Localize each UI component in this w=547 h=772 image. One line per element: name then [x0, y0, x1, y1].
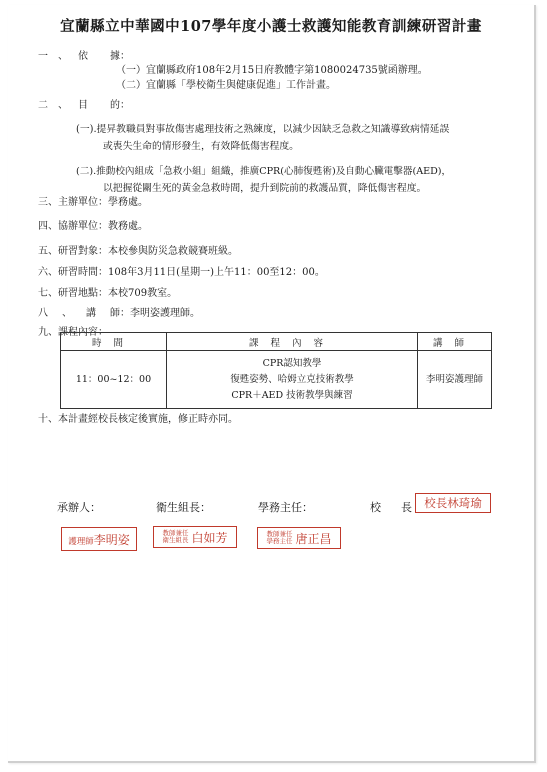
basis-item-2: （二）宜蘭縣「學校衛生與健康促進」工作計畫。 — [116, 80, 336, 91]
sig-health-label: 衛生組長： — [156, 501, 211, 514]
cell-time: 11：00~12：00 — [61, 351, 167, 409]
section-audience: 五、研習對象：本校參與防災急救競賽班級。 — [38, 246, 238, 257]
section-lecturer — [38, 304, 200, 319]
cell-content — [167, 351, 418, 409]
section-basis-label: 一、依 — [38, 51, 98, 62]
stamp-nurse: 護理師李明姿 — [61, 527, 137, 551]
stamp-health-director: 教師兼任 衛生組長 白如芳 — [153, 526, 237, 548]
purpose-item-2-line-2: 以把握從關生死的黃金急救時間，提升到院前的救護品質，降低傷害程度。 — [103, 183, 427, 194]
sig-affairs-label: 學務主任： — [258, 501, 313, 514]
table-row — [61, 351, 492, 409]
section-co-organizer: 四、協辦單位：教務處。 — [38, 221, 148, 232]
stamp-student-affairs: 教師兼任 學務主任 唐正昌 — [257, 527, 341, 549]
header-teacher: 講師 — [418, 333, 492, 351]
table-header-row — [61, 333, 492, 351]
section-purpose-label: 二、目 — [38, 100, 98, 111]
document-title: 宜蘭縣立中華國中107學年度小護士救護知能教育訓練研習計畫 — [60, 18, 482, 35]
section-purpose — [38, 96, 130, 111]
section-purpose-label-end: 的： — [110, 100, 130, 111]
section-lecturer-label: 八、講 — [38, 308, 110, 319]
section-approval: 十、本計畫經校長核定後實施，修正時亦同。 — [38, 414, 238, 425]
content-line-2: 復甦姿勢、哈姆立克技術教學 — [230, 373, 354, 385]
sig-undertaker-label: 承辦人： — [57, 501, 101, 514]
content-line-1: CPR認知教學 — [262, 357, 322, 369]
purpose-item-2-line-1: (二).推動校內組成「急救小組」組織，推廣CPR(心肺復甦術)及自動心臟電擊器(AED)， — [76, 166, 452, 177]
cell-teacher: 李明姿護理師 — [418, 351, 492, 409]
basis-item-1: （一）宜蘭縣政府108年2月15日府教體字第1080024735號函辦理。 — [116, 65, 428, 76]
header-time: 時間 — [61, 333, 167, 351]
purpose-item-1-line-2: 或喪失生命的情形發生，有效降低傷害程度。 — [103, 141, 299, 152]
course-table — [60, 332, 492, 409]
header-content: 課程內容 — [167, 333, 418, 351]
content-line-3: CPR＋AED 技術教學與練習 — [231, 389, 353, 401]
section-location: 七、研習地點：本校709教室。 — [38, 288, 178, 299]
purpose-item-1-line-1: (一).提昇教職員對事故傷害處理技術之熟練度，以減少因缺乏急救之知識導致病情延誤 — [76, 124, 450, 135]
stamp-principal: 校長林琦瑜 — [415, 493, 491, 513]
section-basis — [38, 47, 130, 62]
document-page — [8, 5, 536, 763]
section-lecturer-value: 師：李明姿護理師。 — [110, 308, 200, 319]
sig-principal-label: 校 長 — [370, 501, 412, 514]
section-course: 九、課程內容： — [38, 327, 108, 338]
section-organizer: 三、主辦單位：學務處。 — [38, 197, 148, 208]
section-basis-label-end: 據： — [110, 51, 130, 62]
section-time: 六、研習時間：108年3月11日(星期一)上午11：00至12：00。 — [38, 267, 325, 278]
